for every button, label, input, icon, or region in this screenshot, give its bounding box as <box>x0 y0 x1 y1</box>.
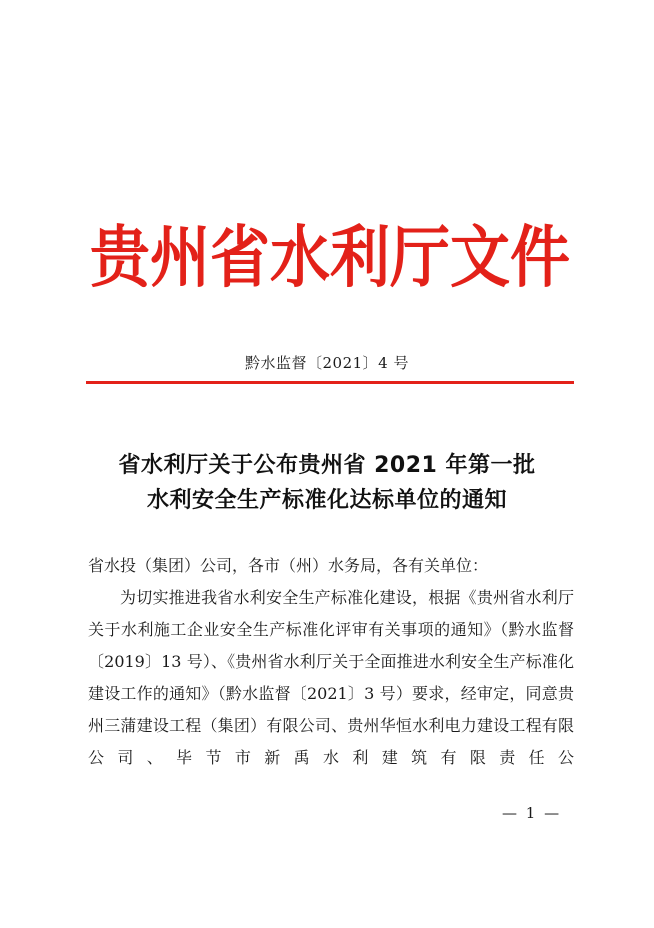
masthead-char: 厅 <box>390 218 450 298</box>
notice-title-line-2: 水利安全生产标准化达标单位的通知 <box>146 488 507 513</box>
salutation: 省水投（集团）公司，各市（州）水务局，各有关单位： <box>88 556 489 575</box>
body-paragraph: 为切实推进我省水利安全生产标准化建设，根据《贵州省水利厅关于水利施工企业安全生产标准化评审有关事项的通知》（黔水监督〔2019〕13 号）、《贵州省水利厅关于全面推进水利安全生产标准化建设工作的通知》（黔水监督〔2021〕3 号）要求，经审定，同意贵州三蒲建设工程（集团）有限公司、贵州华恒水利电力建设工程有限公司、毕节市新禹水利建筑有限责任公 <box>88 588 574 767</box>
masthead-char: 省 <box>210 218 270 298</box>
masthead-char: 州 <box>150 218 210 298</box>
masthead-char: 贵 <box>90 218 150 298</box>
masthead-char: 件 <box>510 218 570 298</box>
document-number: 黔水监督〔2021〕4 号 <box>245 354 409 372</box>
page-number: — 1 — <box>502 804 562 822</box>
notice-title-line-1: 省水利厅关于公布贵州省 2021 年第一批 <box>118 453 536 478</box>
masthead-char: 文 <box>450 218 510 298</box>
masthead-char: 水 <box>270 218 330 298</box>
red-separator-line <box>86 381 574 384</box>
masthead-char: 利 <box>330 218 390 298</box>
masthead-red-header <box>90 218 570 298</box>
